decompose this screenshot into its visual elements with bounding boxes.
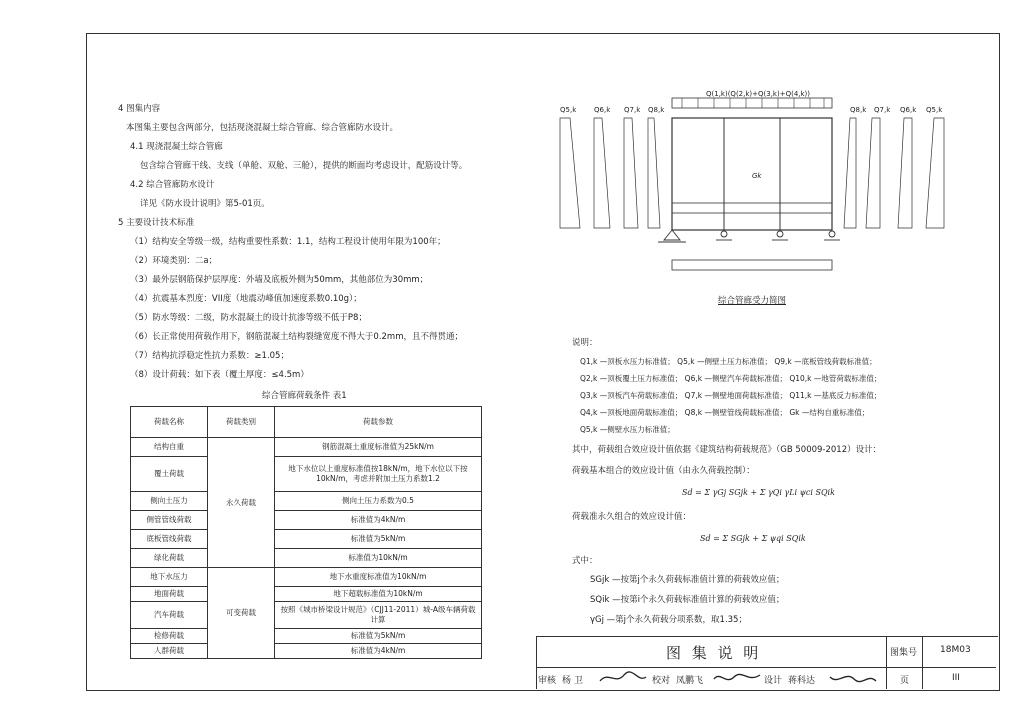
table-cell: 按照《城市桥梁设计规范》（CJJ11-2011）城-A级车辆荷载计算 (275, 602, 482, 629)
side-load-label: Q8,k (850, 106, 867, 114)
note-line: Q5,k —侧壁水压力标准值； (580, 425, 675, 434)
left-line: （8）设计荷载：如下表（覆土厚度：≤4.5m） (130, 370, 309, 380)
table-header-cell: 荷载名称 (131, 407, 208, 438)
side-load-label: Q8,k (648, 106, 665, 114)
para-4: 式中： (572, 556, 598, 566)
table-row (131, 511, 482, 530)
page-label: 页 (900, 676, 910, 686)
note-line: Q3,k —顶板汽车荷载标准值； Q7,k —侧壁地面荷载标准值； Q11,k —基底反力标准值； (580, 391, 882, 400)
design-label: 设计 (764, 676, 783, 686)
table-cell: 绿化荷载 (131, 549, 208, 568)
design-signature (828, 669, 878, 687)
left-line: （1）结构安全等级一级，结构重要性系数：1.1，结构工程设计使用年限为100年； (130, 237, 446, 247)
review-label: 审核 (538, 676, 557, 686)
check-signature (712, 669, 762, 687)
left-line: （7）结构抗浮稳定性抗力系数：≥1.05； (130, 351, 289, 361)
left-line: 4.1 现浇混凝土综合管廊 (130, 142, 223, 152)
table-cell: 地面荷载 (131, 587, 208, 602)
side-load-label: Q6,k (594, 106, 611, 114)
left-line: 详见《防水设计说明》第5-01页。 (140, 199, 270, 209)
table-cell: 侧向土压力 (131, 492, 208, 511)
side-load-label: Q7,k (874, 106, 891, 114)
para-3: 荷载准永久组合的效应设计值： (572, 512, 692, 522)
table-cell: 人群荷载 (131, 644, 208, 659)
table-row (131, 629, 482, 644)
check-name: 凤鹏飞 (676, 676, 704, 686)
definition-line: γGj —第j个永久荷载分项系数，取1.35； (590, 615, 747, 625)
table-cell: 地下超载标准值为10kN/m (275, 587, 482, 602)
table-cell: 标准值为10kN/m (275, 549, 482, 568)
table-cell: 侧管管线荷载 (131, 511, 208, 530)
table-header-row (131, 407, 482, 438)
table-cell: 标准值为5kN/m (275, 629, 482, 644)
table-row (131, 438, 482, 457)
drawing-title: 图 集 说 明 (666, 644, 762, 662)
table-cell: 结构自重 (131, 438, 208, 457)
page-number: III (952, 673, 960, 683)
table-row (131, 602, 482, 629)
note-line: Q2,k —顶板覆土压力标准值； Q6,k —侧壁汽车荷载标准值； Q10,k —地管荷载标准值； (580, 374, 882, 383)
force-diagram (540, 88, 960, 288)
title-block (536, 636, 998, 691)
table-cell: 地下水重度标准值为10kN/m (275, 568, 482, 587)
design-name: 蒋科达 (788, 676, 816, 686)
table-cell: 标准值为4kN/m (275, 511, 482, 530)
left-line: （3）最外层钢筋保护层厚度：外墙及底板外侧为50mm，其他部位为30mm； (130, 275, 429, 285)
review-signature (598, 669, 648, 687)
table-header-cell: 荷载类别 (208, 407, 275, 438)
table-row (131, 492, 482, 511)
formula-2: Sd = Σ SGjk + Σ ψqi SQik (700, 534, 806, 543)
para-2: 荷载基本组合的效应设计值（由永久荷载控制）： (572, 466, 755, 476)
side-load-label: Q5,k (560, 106, 577, 114)
left-line: （6）长正常使用荷载作用下，钢筋混凝土结构裂缝宽度不得大于0.2mm，且不得贯通； (130, 332, 463, 342)
table-cell: 汽车荷载 (131, 602, 208, 629)
note-line: Q1,k —顶板水压力标准值； Q5,k —侧壁土压力标准值； Q9,k —底板管线荷载标准值； (580, 357, 877, 366)
table-cell: 检修荷载 (131, 629, 208, 644)
side-load-label: Q5,k (926, 106, 943, 114)
table-cell: 标准值为5kN/m (275, 530, 482, 549)
table-cell: 地下水压力 (131, 568, 208, 587)
definition-line: SGjk —按第j个永久荷载标准值计算的荷载效应值； (590, 575, 785, 585)
notes-title: 说明： (572, 338, 598, 348)
table-cell: 可变荷载 (208, 568, 275, 659)
table-row (131, 568, 482, 587)
side-load-label: Q6,k (900, 106, 917, 114)
left-line: （4）抗震基本烈度：VII度（地震动峰值加速度系数0.10g）； (130, 294, 362, 304)
note-line: Q4,k —顶板地面荷载标准值； Q8,k —侧壁管线荷载标准值； Gk —结构自重标准值； (580, 408, 870, 417)
diagram-top-label: Q(1,k)(Q(2,k)+Q(3,k)+Q(4,k)) (706, 90, 811, 98)
supports (658, 230, 840, 242)
left-line: 5 主要设计技术标准 (118, 218, 195, 228)
table-row (131, 587, 482, 602)
table-cell: 标准值为4kN/m (275, 644, 482, 659)
left-line: 4 图集内容 (118, 104, 161, 114)
diagram-title: 综合管廊受力简图 (718, 296, 787, 306)
left-line: 包含综合管廊干线、支线（单舱、双舱、三舱），提供的断面均考虑设计，配筋设计等。 (140, 161, 468, 171)
table-header-cell: 荷载参数 (275, 407, 482, 438)
table-row (131, 644, 482, 659)
top-load-band (672, 98, 832, 108)
definition-line: SQik —按第i个永久荷载标准值计算的荷载效应值； (590, 595, 785, 605)
left-line: 本图集主要包含两部分，包括现浇混凝土综合管廊、综合管廊防水设计。 (126, 123, 399, 133)
table-row (131, 549, 482, 568)
table-title: 综合管廊荷载条件 表1 (262, 391, 347, 401)
review-name: 杨 卫 (562, 676, 583, 686)
table-row (131, 530, 482, 549)
table-cell: 侧向土压力系数为0.5 (275, 492, 482, 511)
left-line: （2）环境类别：二a； (130, 256, 218, 266)
atlas-label: 图集号 (890, 648, 918, 658)
table-cell: 底板管线荷载 (131, 530, 208, 549)
diagram-mid-label: Gk (752, 172, 762, 180)
left-line: 4.2 综合管廊防水设计 (130, 180, 215, 190)
table-cell: 钢筋混凝土重度标准值为25kN/m (275, 438, 482, 457)
table-cell: 地下水位以上重度标准值按18kN/m，地下水位以下按10kN/m，考虑并附加土压力系数1.2 (275, 457, 482, 492)
side-load-label: Q7,k (624, 106, 641, 114)
table-cell: 永久荷载 (208, 438, 275, 568)
atlas-number: 18M03 (940, 645, 971, 655)
para-1: 其中，荷载组合效应设计值依据《建筑结构荷载规范》（GB 50009-2012）设计： (572, 445, 882, 455)
load-table (130, 406, 482, 659)
left-line: （5）防水等级：二级，防水混凝土的设计抗渗等级不低于P8； (130, 313, 367, 323)
table-row (131, 457, 482, 492)
formula-1: Sd = Σ γGj SGjk + Σ γQi γLi ψci SQik (682, 488, 835, 497)
table-cell: 覆土荷载 (131, 457, 208, 492)
check-label: 校对 (652, 676, 671, 686)
